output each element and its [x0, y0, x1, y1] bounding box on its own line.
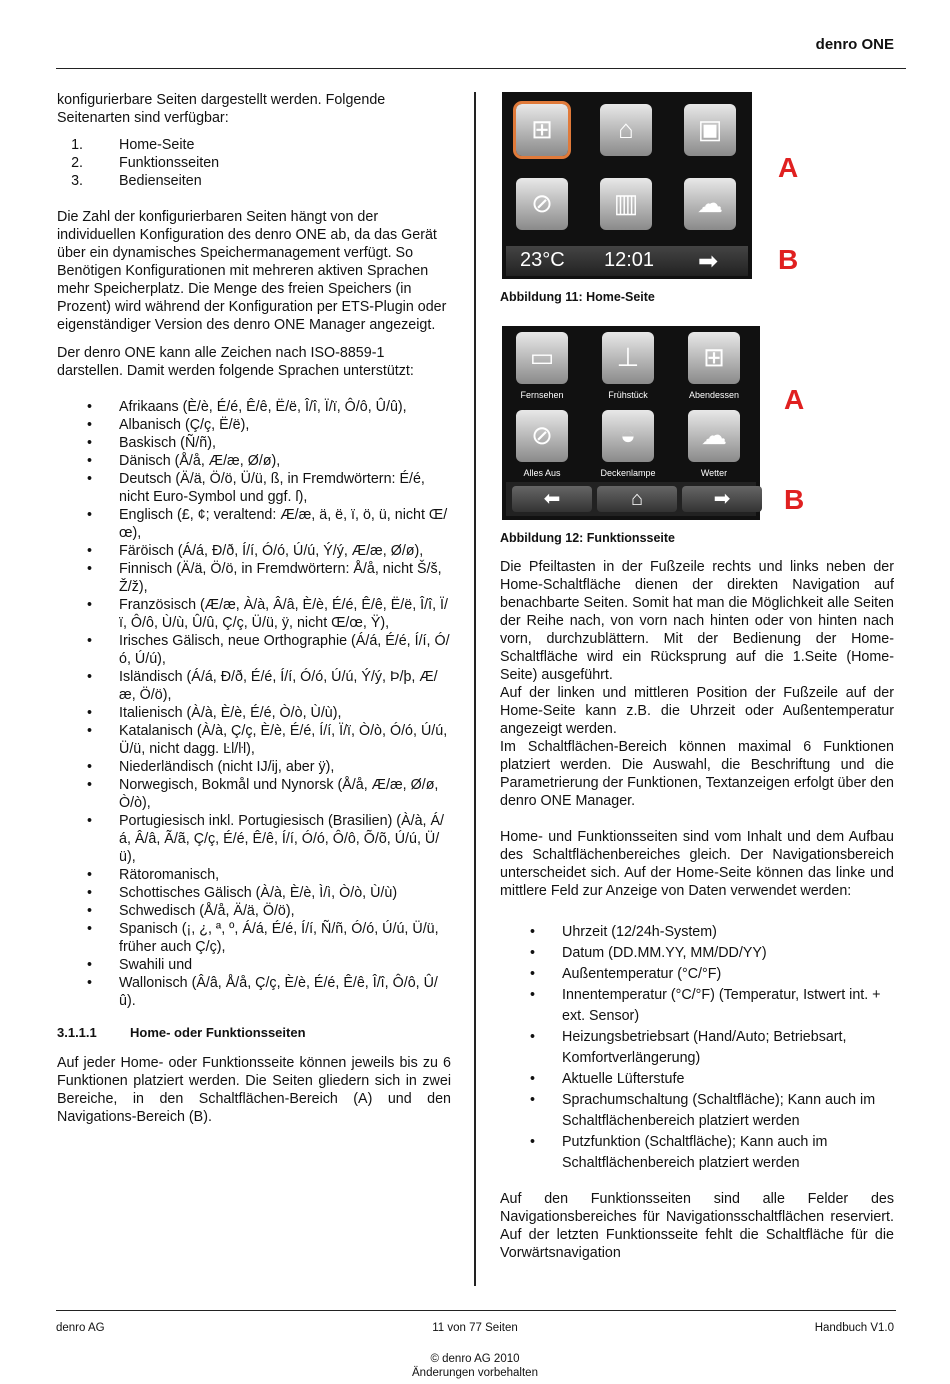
page-types-list: [57, 136, 451, 190]
tile-label: Fernsehen: [520, 390, 564, 400]
list-item: • Aktuelle Lüfterstufe: [500, 1069, 894, 1090]
footer-version: Handbuch V1.0: [814, 1322, 894, 1334]
tile-label: Abendessen: [688, 390, 740, 400]
tile-label: Alles Aus: [523, 468, 561, 478]
list-item: • Afrikaans (È/è, É/é, Ê/ê, Ë/ë, Î/î, Ï/ï, Ô/ô, Û/û),: [57, 398, 451, 416]
label-b-fig12: B: [784, 484, 805, 515]
list-item: 1. Home-Seite: [71, 137, 195, 153]
section-paragraph: Auf jeder Home- oder Funktionsseite können jeweils bis zu 6 Funktionen platziert werden. Die Seiten gliedern sich in zwei Bereiche, in den Schaltflächen-Bereich (A) und den Navigations-Bereich (B).: [57, 1055, 451, 1125]
comparison-paragraph: Home- und Funktionsseiten sind vom Inhalt und dem Aufbau des Schaltflächenbereiches gleich. Der Navigationsbereich unterscheidet sich. Auf der Home-Seite können das linke und mittlere Feld zur Anzeige von Daten verwendet werden:: [500, 829, 894, 899]
home-icon: ⌂: [597, 486, 677, 512]
tile-label: Wetter: [700, 468, 728, 478]
tile-heating-off: [516, 178, 568, 230]
list-item: 2. Funktionsseiten: [71, 155, 220, 171]
list-item: • Putzfunktion (Schaltfläche); Kann auch im Schaltflächenbereich platziert werden: [500, 1132, 894, 1174]
list-item: • Wallonisch (Â/â, Å/å, Ç/ç, È/è, É/é, Ê/ê, Î/î, Ô/ô, Û/û).: [57, 974, 451, 1010]
list-item: • Innentemperatur (°C/°F) (Temperatur, Istwert int. + ext. Sensor): [500, 985, 894, 1027]
tile-weather: [684, 178, 736, 230]
list-item: • Dänisch (Å/å, Æ/æ, Ø/ø),: [57, 452, 451, 470]
page-number: 11 von 77 Seiten: [432, 1322, 518, 1334]
tile-ceiling-lamp: [602, 410, 654, 462]
list-item: • Uhrzeit (12/24h-System): [500, 922, 894, 943]
list-item: • Baskisch (Ñ/ñ),: [57, 434, 451, 452]
arrow-left-icon: ⬅: [512, 486, 592, 512]
figure-11-caption: Abbildung 11: Home-Seite: [500, 290, 655, 304]
weather-icon: ☁: [697, 188, 723, 218]
footer-company: denro AG: [56, 1322, 105, 1334]
figure-12-caption: Abbildung 12: Funktionsseite: [500, 531, 676, 545]
list-item: • Französisch (Æ/æ, À/à, Â/â, È/è, É/é, Ê/ê, Ë/ë, Î/î, Ï/ï, Ô/ô, Ù/ù, Û/û, Ç/ç, Ü/ü, ÿ, nicht Œ/œ, Ÿ),: [57, 596, 451, 632]
charset-paragraph: Der denro ONE kann alle Zeichen nach ISO-8859-1 darstellen. Damit werden folgende Sprachen unterstützt:: [57, 345, 414, 379]
right-column: [500, 558, 894, 1262]
tile-label: Frühstück: [608, 390, 648, 400]
label-b-fig11: B: [778, 244, 799, 275]
cutlery-icon: ⊞: [703, 342, 725, 372]
function-pages-paragraph: Auf den Funktionsseiten sind alle Felder des Navigationsbereiches für Navigationsschaltflächen reserviert. Auf der letzten Funktionsseite fehlt die Schaltfläche für die Vorwärtsnavigation: [500, 1191, 894, 1261]
list-item: • Deutsch (Ä/ä, Ö/ö, Ü/ü, ß, in Fremdwörtern: É/é, nicht Euro-Symbol und ggf. ſ),: [57, 470, 451, 506]
list-item: • Niederländisch (nicht IJ/ij, aber ÿ),: [57, 758, 451, 776]
list-item: • Swahili und: [57, 956, 451, 974]
function-screen-figure: [502, 326, 760, 520]
tile-sofa: [600, 104, 652, 156]
button-area-paragraph: Im Schaltflächen-Bereich können maximal 6 Funktionen platziert werden. Die Auswahl, die Beschriftung und die Parametrierung der Funktionen, Textanzeigen erfolgt über den denro ONE Manager.: [500, 739, 894, 809]
header-brand: denro ONE: [815, 36, 894, 53]
list-item: • Datum (DD.MM.YY, MM/DD/YY): [500, 943, 894, 964]
section-title: Home- oder Funktionsseiten: [130, 1025, 306, 1040]
list-item: • Rätoromanisch,: [57, 866, 451, 884]
arrow-right-icon: ➡: [682, 486, 762, 512]
list-item: • Irisches Gälisch, neue Orthographie (Á/á, É/é, Í/í, Ó/ó, Ú/ú),: [57, 632, 451, 668]
intro-text: konfigurierbare Seiten dargestellt werden. Folgende Seitenarten sind verfügbar:: [57, 92, 386, 126]
copyright: © denro AG 2010: [430, 1353, 520, 1365]
cutlery-icon: ⊞: [531, 114, 553, 144]
arrow-right-icon: ➡: [698, 248, 719, 275]
list-item: • Finnisch (Ä/ä, Ö/ö, in Fremdwörtern: Å/å, nicht Š/š, Ž/ž),: [57, 560, 451, 596]
radiator-icon: ▥: [613, 188, 639, 218]
tile-dinner: [688, 332, 740, 384]
header-rule: [56, 68, 906, 69]
change-notice: Änderungen vorbehalten: [412, 1367, 538, 1379]
list-item: • Färöisch (Á/á, Ð/ð, Í/í, Ó/ó, Ú/ú, Ý/ý, Æ/æ, Ø/ø),: [57, 542, 451, 560]
memory-paragraph: Die Zahl der konfigurierbaren Seiten hängt von der individuellen Konfiguration des denro ONE ab, da das Gerät über ein dynamisches Speichermanagement verfügt. So Benötigen Konfigurationen mit mehreren aktiven Sprachen mehr Speicherplatz. Die Menge des freien Speichers (in Prozent) wird während der Konfiguration per ETS-Plugin oder eigenständiger Version des denro ONE Manager angezeigt.: [57, 209, 447, 333]
tile-tv: [516, 332, 568, 384]
list-item: • Heizungsbetriebsart (Hand/Auto; Betriebsart, Komfortverlängerung): [500, 1027, 894, 1069]
column-divider: [474, 92, 476, 1286]
list-item: • Isländisch (Á/á, Ð/ð, É/é, Í/í, Ó/ó, Ú/ú, Ý/ý, Þ/þ, Æ/æ, Ö/ö),: [57, 668, 451, 704]
list-item: • Englisch (£, ¢; veraltend: Æ/æ, ä, ë, ï, ö, ü, nicht Œ/œ),: [57, 506, 451, 542]
data-items-list: [500, 922, 894, 1174]
languages-list: [57, 398, 451, 1010]
heating-off-icon: ⊘: [531, 188, 553, 218]
list-item: 3. Bedienseiten: [71, 173, 202, 189]
left-column: [57, 91, 451, 1126]
footer-rule: [56, 1310, 896, 1311]
weather-icon: ☁: [701, 420, 727, 450]
list-item: • Schwedisch (Å/å, Ä/ä, Ö/ö),: [57, 902, 451, 920]
tile-breakfast: [602, 332, 654, 384]
list-item: • Albanisch (Ç/ç, Ë/ë),: [57, 416, 451, 434]
all-off-icon: ⊘: [531, 420, 553, 450]
section-heading: [57, 1024, 451, 1042]
sofa-icon: ⌂: [618, 114, 634, 144]
list-item: • Italienisch (À/à, È/è, É/é, Ò/ò, Ù/ù),: [57, 704, 451, 722]
list-item: • Sprachumschaltung (Schaltfläche); Kann auch im Schaltflächenbereich platziert werden: [500, 1090, 894, 1132]
nav-bar: [506, 482, 756, 516]
label-a-fig11: A: [778, 152, 799, 183]
label-a-fig12: A: [784, 384, 805, 415]
list-item: • Katalanisch (À/à, Ç/ç, È/è, É/é, Í/í, Ï/ï, Ò/ò, Ó/ó, Ú/ú, Ü/ü, nicht dagg. Ŀl/ŀl),: [57, 722, 451, 758]
lamp-icon: ⊥: [616, 342, 640, 372]
list-item: • Norwegisch, Bokmål und Nynorsk (Å/å, Æ/æ, Ø/ø, Ò/ò),: [57, 776, 451, 812]
list-item: • Außentemperatur (°C/°F): [500, 964, 894, 985]
home-status-bar: [506, 246, 748, 276]
tile-label: Deckenlampe: [600, 468, 656, 478]
temperature-readout: 23°C: [520, 249, 565, 271]
tile-radiator: [600, 178, 652, 230]
navigation-paragraph: Die Pfeiltasten in der Fußzeile rechts und links neben der Home-Schaltfläche dienen der direkten Navigation auf benachbarte Seiten. Somit hat man die Möglichkeit alle Seiten der Reihe nach, von vorn nach hinten oder von hinten nach vorn, durchzublättern. Mit der Bedienung der Home-Schaltfläche wird ein Rücksprung auf die 1.Seite (Home-Seite) ausgeführt.: [500, 559, 894, 683]
tv-icon: ▭: [529, 342, 555, 372]
home-screen-figure: [502, 92, 752, 279]
time-readout: 12:01: [604, 249, 655, 271]
footer-info-paragraph: Auf der linken und mittleren Position der Fußzeile auf der Home-Seite kann z.B. die Uhrzeit oder Außentemperatur angezeigt werden.: [500, 685, 894, 737]
ceiling-lamp-icon: ◒: [620, 420, 636, 450]
section-number: 3.1.1.1: [57, 1025, 97, 1040]
list-item: • Portugiesisch inkl. Portugiesisch (Brasilien) (À/à, Á/á, Â/â, Ã/ã, Ç/ç, É/é, Ê/ê, Í/í, Ó/ó, Ô/ô, Õ/õ, Ú/ú, Ü/ü),: [57, 812, 451, 866]
tile-fireplace: [684, 104, 736, 156]
list-item: • Spanisch (¡, ¿, ª, º, Á/á, É/é, Í/í, Ñ/ñ, Ó/ó, Ú/ú, Ü/ü, früher auch Ç/ç),: [57, 920, 451, 956]
tile-restaurant: [516, 104, 568, 156]
list-item: • Schottisches Gälisch (À/à, È/è, Ì/ì, Ò/ò, Ù/ù): [57, 884, 451, 902]
tile-weather: [688, 410, 740, 462]
fireplace-icon: ▣: [697, 114, 723, 144]
tile-all-off: [516, 410, 568, 462]
